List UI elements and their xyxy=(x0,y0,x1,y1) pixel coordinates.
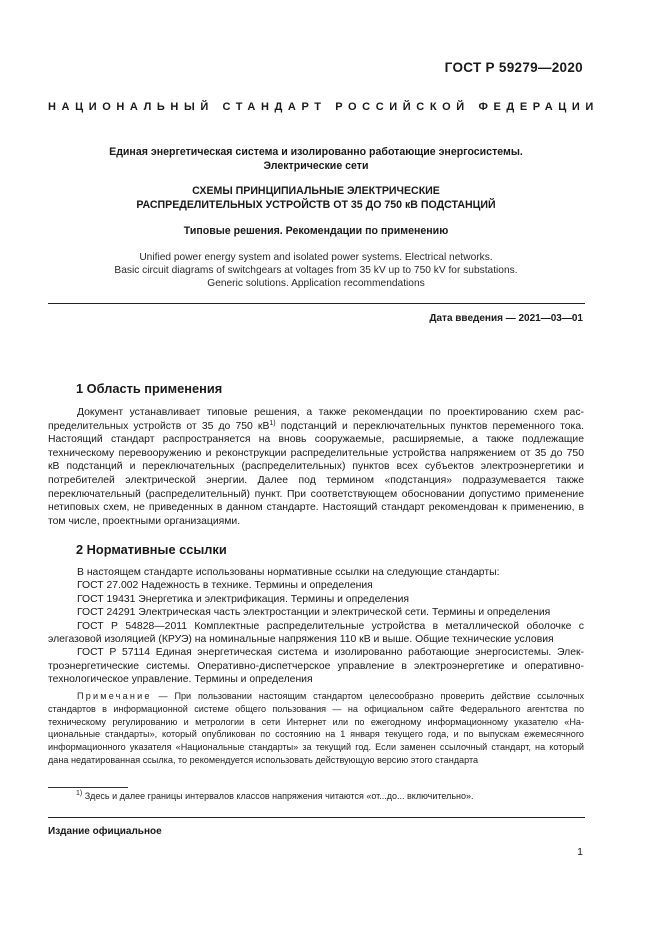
introduction-date: Дата введения — 2021—03—01 xyxy=(429,313,583,324)
official-edition-label: Издание официальное xyxy=(48,826,162,837)
reference-item: ГОСТ Р 57114 Единая энергетическая система и изолированно работающие энергосистемы. Электроэнергетические системы. Оперативно-диспетчерское управление в электроэнергетике и оперативно-технологическое управление. Термины и определения xyxy=(48,647,584,686)
national-standard-banner: НАЦИОНАЛЬНЫЙ СТАНДАРТ РОССИЙСКОЙ ФЕДЕРАЦИИ xyxy=(48,101,599,113)
title-series-line2: Электрические сети xyxy=(263,159,369,172)
title-series-line1: Единая энергетическая система и изолированно работающие энергосистемы. xyxy=(109,146,523,158)
note-text: — При пользовании настоящим стандартом целесообразно проверить действие ссылочных стандартов в информационной системе общего пользования — на официальном сайте Федерального агентства по техническому регулированию и метрологии в сети Интернет или по ежегодному информационному указателю «Национальные стандарты», который опубликован по состоянию на 1 января текущего года, и по выпускам ежемесячного информационного указателя «Национальные стандарты» за текущий год. Если заменен ссылочный стандарт, на который дана недатированная ссылка, то рекомендуется использовать действующую версию этого стандарта xyxy=(48,691,584,765)
footnote-text: Здесь и далее границы интервалов классов напряжения читаются «от...до... включительно». xyxy=(82,791,474,801)
footnote-divider xyxy=(48,787,128,788)
footnote-reference: 1) xyxy=(269,419,276,427)
section-1-heading: 1 Область применения xyxy=(76,381,223,396)
english-title xyxy=(48,251,584,290)
section-1-text-b: подстанций и переключательных пунктов переменного тока. Настоящий стандарт распространяется на вновь сооружаемые, расширяемые, а также подлежащие техническому перевооружению и реконструкции распределительные устройства напряжением от 35 до 750 кВ подстанций и переключательных (распределительных) пунктов всех субъектов электроэнергетики и потребителей электрической энергии. Далее под термином «подстанция» подразумевается также переключательный (распределительный) пункт. При соответствующем обосновании допустимо применение нетиповых схем, не приведенных в данном стандарте. Настоящий стандарт рекомендован к применению, в том числе, проектными организациями. xyxy=(48,420,584,527)
section-1-paragraph xyxy=(48,406,584,528)
subtitle: Типовые решения. Рекомендации по применению xyxy=(183,225,449,237)
note-paragraph xyxy=(48,690,584,767)
english-title-line2: Basic circuit diagrams of switchgears at voltages from 35 kV up to 750 kV for substations. xyxy=(114,265,518,276)
main-title xyxy=(48,185,584,212)
section-2-heading: 2 Нормативные ссылки xyxy=(76,542,227,557)
section-1-text-a: Документ устанавливает типовые решения, а также рекомендации по проектированию схем распределительных устройств от 35 до 750 кВ xyxy=(48,407,584,432)
header-divider xyxy=(48,303,585,304)
title-series xyxy=(48,146,584,173)
reference-item: ГОСТ 24291 Электрическая часть электростанции и электрической сети. Термины и определения xyxy=(77,607,551,619)
page-number: 1 xyxy=(577,846,583,858)
reference-item: ГОСТ 27.002 Надежность в технике. Термины и определения xyxy=(77,580,373,592)
reference-item: ГОСТ Р 54828—2011 Комплектные распределительные устройства в металлической оболочке с элегазовой изоляцией (КРУЭ) на номинальные напряжения 110 кВ и выше. Общие технические условия xyxy=(48,620,584,646)
main-title-line1: СХЕМЫ ПРИНЦИПИАЛЬНЫЕ ЭЛЕКТРИЧЕСКИЕ xyxy=(192,185,440,197)
normative-references xyxy=(48,566,584,687)
main-title-line2: РАСПРЕДЕЛИТЕЛЬНЫХ УСТРОЙСТВ ОТ 35 ДО 750 кВ ПОДСТАНЦИЙ xyxy=(136,198,496,211)
footnote-mark: 1) xyxy=(76,790,83,797)
english-title-line3: Generic solutions. Application recommendations xyxy=(207,278,425,289)
reference-item: ГОСТ 19431 Энергетика и электрификация. Термины и определения xyxy=(77,593,410,605)
note-label: Примечание xyxy=(77,691,152,701)
footnote xyxy=(76,791,474,801)
english-title-line1: Unified power energy system and isolated power systems. Electrical networks. xyxy=(139,252,493,263)
references-intro: В настоящем стандарте использованы нормативные ссылки на следующие стандарты: xyxy=(77,567,500,578)
document-code: ГОСТ Р 59279—2020 xyxy=(444,60,583,75)
footer-divider xyxy=(48,817,585,818)
